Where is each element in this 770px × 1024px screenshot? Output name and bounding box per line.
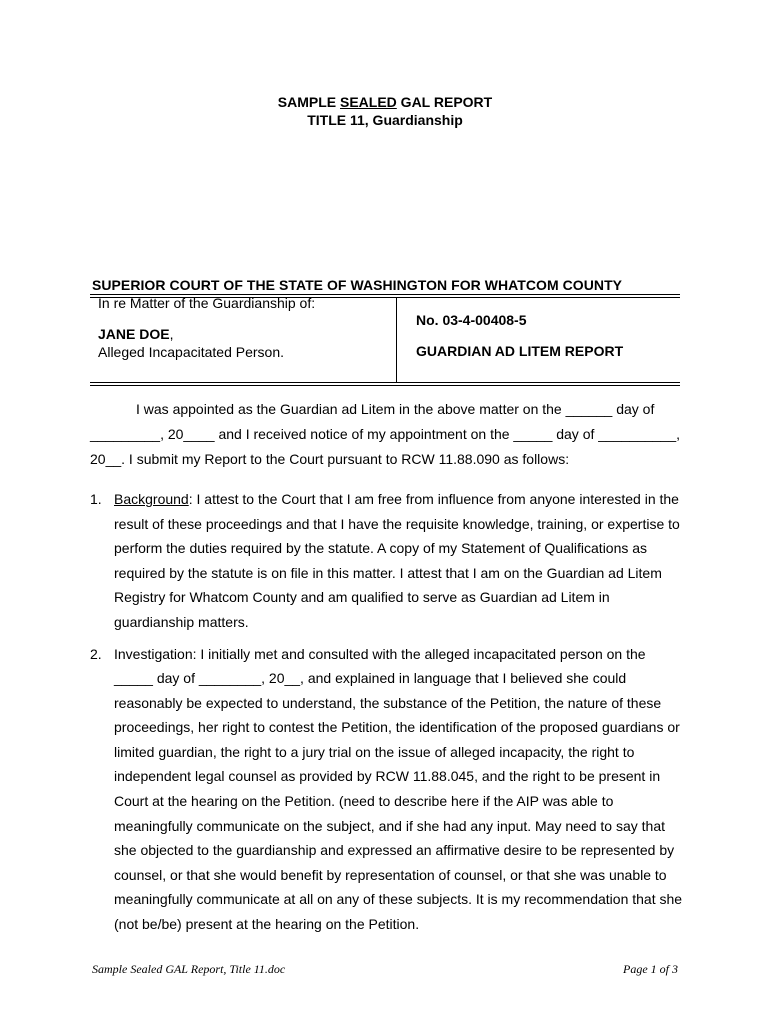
section-1-line: Registry for Whatcom County and am qualified to serve as Guardian ad Litem in — [114, 589, 610, 605]
section-1-first-text: : I attest to the Court that I am free from influence from anyone interested in the — [188, 491, 679, 507]
caption-divider — [396, 297, 397, 382]
caption-party-role: Alleged Incapacitated Person. — [98, 344, 285, 360]
section-2-line: (not be/be) present at the hearing on the Petition. — [114, 916, 420, 932]
intro-line: I was appointed as the Guardian ad Litem in the above matter on the ______ day of — [136, 401, 655, 417]
caption-party — [98, 326, 173, 342]
caption-matter: In re Matter of the Guardianship of: — [98, 295, 316, 311]
party-name-suffix: , — [169, 326, 174, 342]
section-2-line: proceedings, her right to contest the Petition, the identification of the proposed guardians or — [114, 719, 680, 735]
section-2-line: _____ day of ________, 20__, and explained in language that I believed she could — [114, 670, 627, 686]
section-2-line: meaningfully communicate on the subject, and if she had any input. May need to say that — [114, 818, 665, 834]
title-post: GAL REPORT — [396, 94, 493, 110]
section-2-line: reasonably be expected to understand, the substance of the Petition, the nature of these — [114, 695, 662, 711]
section-1-first-line — [114, 491, 679, 507]
section-1-heading: Background — [114, 491, 189, 507]
section-2-line: Court at the hearing on the Petition. (need to describe here if the AIP was able to — [114, 793, 614, 809]
footer-filename: Sample Sealed GAL Report, Title 11.doc — [92, 962, 286, 976]
court-heading: SUPERIOR COURT OF THE STATE OF WASHINGTON FOR WHATCOM COUNTY — [92, 277, 623, 293]
intro-line: _________, 20____ and I received notice of my appointment on the _____ day of __________, — [90, 426, 681, 442]
title-pre: SAMPLE — [277, 94, 340, 110]
section-1-line: perform the duties required by the statute. A copy of my Statement of Qualifications as — [114, 540, 648, 556]
section-2-number: 2. — [90, 646, 102, 662]
section-1-number: 1. — [90, 491, 102, 507]
footer-page-number: Page 1 of 3 — [623, 962, 678, 976]
section-2-line: meaningfully communicate at all on any of these subjects. It is my recommendation that she — [114, 891, 683, 907]
document-title — [0, 94, 770, 110]
section-1-line: required by the statute is on file in this matter. I attest that I am on the Guardian ad Litem — [114, 565, 662, 581]
party-name: JANE DOE — [98, 326, 170, 342]
case-number: No. 03-4-00408-5 — [416, 312, 527, 328]
section-1-line: guardianship matters. — [114, 614, 249, 630]
document-subtitle: TITLE 11, Guardianship — [307, 112, 463, 128]
title-sealed: SEALED — [340, 94, 397, 110]
section-2-line: counsel, or that she would benefit by representation of counsel, or that she was unable to — [114, 867, 667, 883]
section-2-line: independent legal counsel as provided by RCW 11.88.045, and the right to be present in — [114, 768, 661, 784]
section-1-line: result of these proceedings and that I have the requisite knowledge, training, or expertise to — [114, 516, 680, 532]
section-2-line: she objected to the guardianship and expressed an affirmative desire to be represented by — [114, 842, 675, 858]
section-2-line: limited guardian, the right to a jury trial on the issue of alleged incapacity, the right to — [114, 744, 635, 760]
intro-line: 20__. I submit my Report to the Court pursuant to RCW 11.88.090 as follows: — [90, 451, 570, 467]
caption-bottom-rule — [90, 385, 680, 386]
section-2-first-line: Investigation: I initially met and consulted with the alleged incapacitated person on the — [114, 646, 646, 662]
report-title: GUARDIAN AD LITEM REPORT — [416, 343, 624, 359]
caption-bottom-rule-inner — [90, 382, 680, 383]
